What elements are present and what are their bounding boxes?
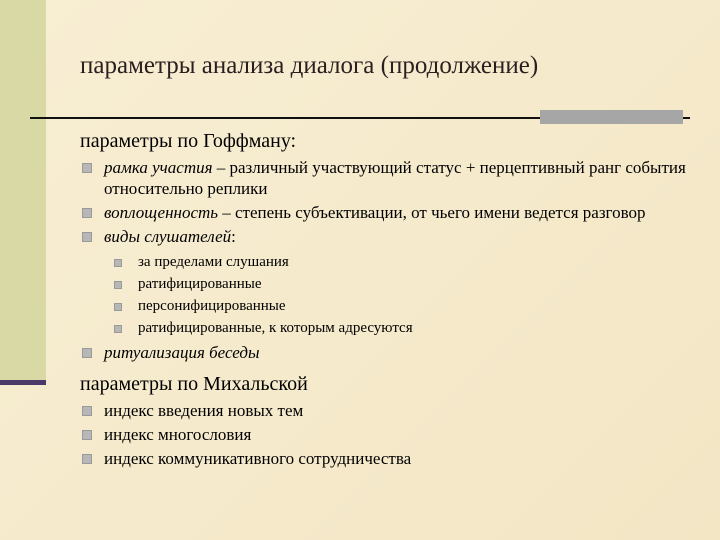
sub-bullet-text: ратифицированные, к которым адресуются [138, 320, 413, 336]
left-decor-accent [0, 380, 46, 385]
sub-bullet-item [80, 251, 700, 273]
square-bullet-icon [82, 232, 92, 242]
bullet-text: – степень субъективации, от чьего имени ведется разговор [218, 203, 646, 222]
bullet-item [80, 448, 700, 469]
square-bullet-icon [82, 348, 92, 358]
bullet-item [80, 424, 700, 445]
bullet-text: – различный участвующий статус + перцептивный ранг события относительно реплики [104, 158, 686, 198]
square-bullet-icon [114, 303, 122, 311]
bullet-item [80, 202, 700, 223]
bullet-item [80, 342, 700, 363]
sub-bullet-item [80, 273, 700, 295]
square-bullet-icon [114, 325, 122, 333]
square-bullet-icon [114, 281, 122, 289]
square-bullet-icon [82, 208, 92, 218]
sub-bullet-item [80, 317, 700, 339]
bullet-item [80, 226, 700, 247]
bullet-term: виды слушателей [104, 227, 232, 246]
bullet-text: индекс многословия [104, 425, 252, 444]
bullet-term: рамка участия [104, 158, 213, 177]
bullet-term: воплощенность [104, 203, 219, 222]
square-bullet-icon [114, 259, 122, 267]
square-bullet-icon [82, 454, 92, 464]
bullet-text: : [231, 227, 236, 246]
listener-sublist [80, 251, 700, 339]
square-bullet-icon [82, 430, 92, 440]
bullet-text: индекс коммуникативного сотрудничества [104, 449, 412, 468]
sub-bullet-text: за пределами слушания [138, 254, 289, 270]
square-bullet-icon [82, 406, 92, 416]
sub-bullet-text: ратифицированные [138, 276, 262, 292]
bullet-text: индекс введения новых тем [104, 401, 304, 420]
slide-title: параметры анализа диалога (продолжение) [80, 52, 539, 79]
sub-bullet-text: персонифицированные [138, 298, 286, 314]
left-decor-bar [0, 0, 46, 385]
bullet-item [80, 400, 700, 421]
sub-bullet-item [80, 295, 700, 317]
bullet-term: ритуализация беседы [104, 343, 260, 362]
section-heading-goffman: параметры по Гоффману: [80, 130, 297, 152]
square-bullet-icon [82, 163, 92, 173]
title-accent-block [540, 110, 683, 124]
slide-content [80, 128, 700, 469]
bullet-item [80, 157, 700, 199]
section-heading-mikhalskaya: параметры по Михальской [80, 373, 308, 395]
